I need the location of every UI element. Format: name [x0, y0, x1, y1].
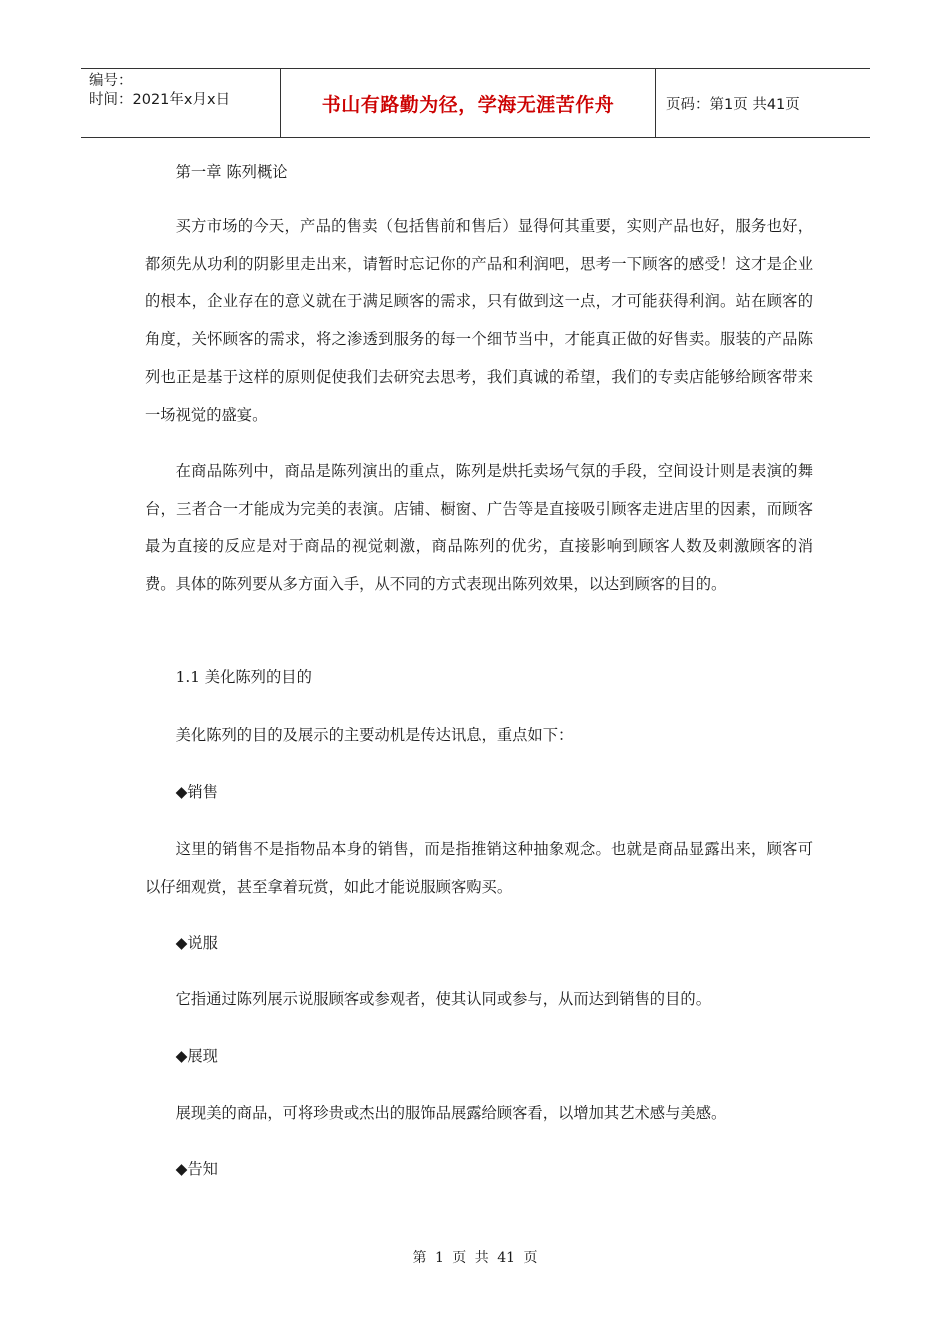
page-header — [81, 68, 870, 138]
page-footer: 第 1 页 共 41 页 — [412, 1250, 538, 1266]
section-intro: 美化陈列的目的及展示的主要动机是传达讯息，重点如下： — [175, 726, 574, 744]
sales-paragraph: 这里的销售不是指物品本身的销售，而是指推销这种抽象观念。也就是商品显露出来，顾客可以仔细观赏，甚至拿着玩赏，如此才能说服顾客购买。 — [145, 840, 813, 896]
section-title: 1.1 美化陈列的目的 — [175, 668, 312, 686]
bullet-persuade: ◆说服 — [175, 934, 218, 952]
header-motto: 书山有路勤为径，学海无涯苦作舟 — [281, 69, 656, 137]
header-page-info: 页码：第1页 共41页 — [666, 96, 800, 113]
show-paragraph: 展现美的商品，可将珍贵或杰出的服饰品展露给顾客看，以增加其艺术感与美感。 — [175, 1104, 727, 1122]
chapter-title: 第一章 陈列概论 — [175, 163, 288, 181]
bullet-inform: ◆告知 — [175, 1160, 218, 1178]
persuade-paragraph: 它指通过陈列展示说服顾客或参观者，使其认同或参与，从而达到销售的目的。 — [175, 990, 711, 1008]
paragraph-1: 买方市场的今天，产品的售卖（包括售前和售后）显得何其重要，实则产品也好，服务也好，都须先从功利的阴影里走出来，请暂时忘记你的产品和利润吧，思考一下顾客的感受！这才是企业的根本，企业存在的意义就在于满足顾客的需求，只有做到这一点，才可能获得利润。站在顾客的角度，关怀顾客的需求，将之渗透到服务的每一个细节当中，才能真正做的好售卖。服装的产品陈列也正是基于这样的原则促使我们去研究去思考，我们真诚的希望，我们的专卖店能够给顾客带来一场视觉的盛宴。 — [145, 217, 813, 424]
date-label: 时间：2021年x月x日 — [89, 92, 231, 108]
bullet-show: ◆展现 — [175, 1047, 218, 1065]
bullet-sales: ◆销售 — [175, 783, 218, 801]
number-label: 编号： — [89, 73, 133, 89]
paragraph-2: 在商品陈列中，商品是陈列演出的重点，陈列是烘托卖场气氛的手段，空间设计则是表演的舞台，三者合一才能成为完美的表演。店铺、橱窗、广告等是直接吸引顾客走进店里的因素，而顾客最为直接的反应是对于商品的视觉刺激，商品陈列的优劣，直接影响到顾客人数及刺激顾客的消费。具体的陈列要从多方面入手，从不同的方式表现出陈列效果，以达到顾客的目的。 — [145, 462, 813, 594]
header-meta-cell — [81, 69, 281, 137]
